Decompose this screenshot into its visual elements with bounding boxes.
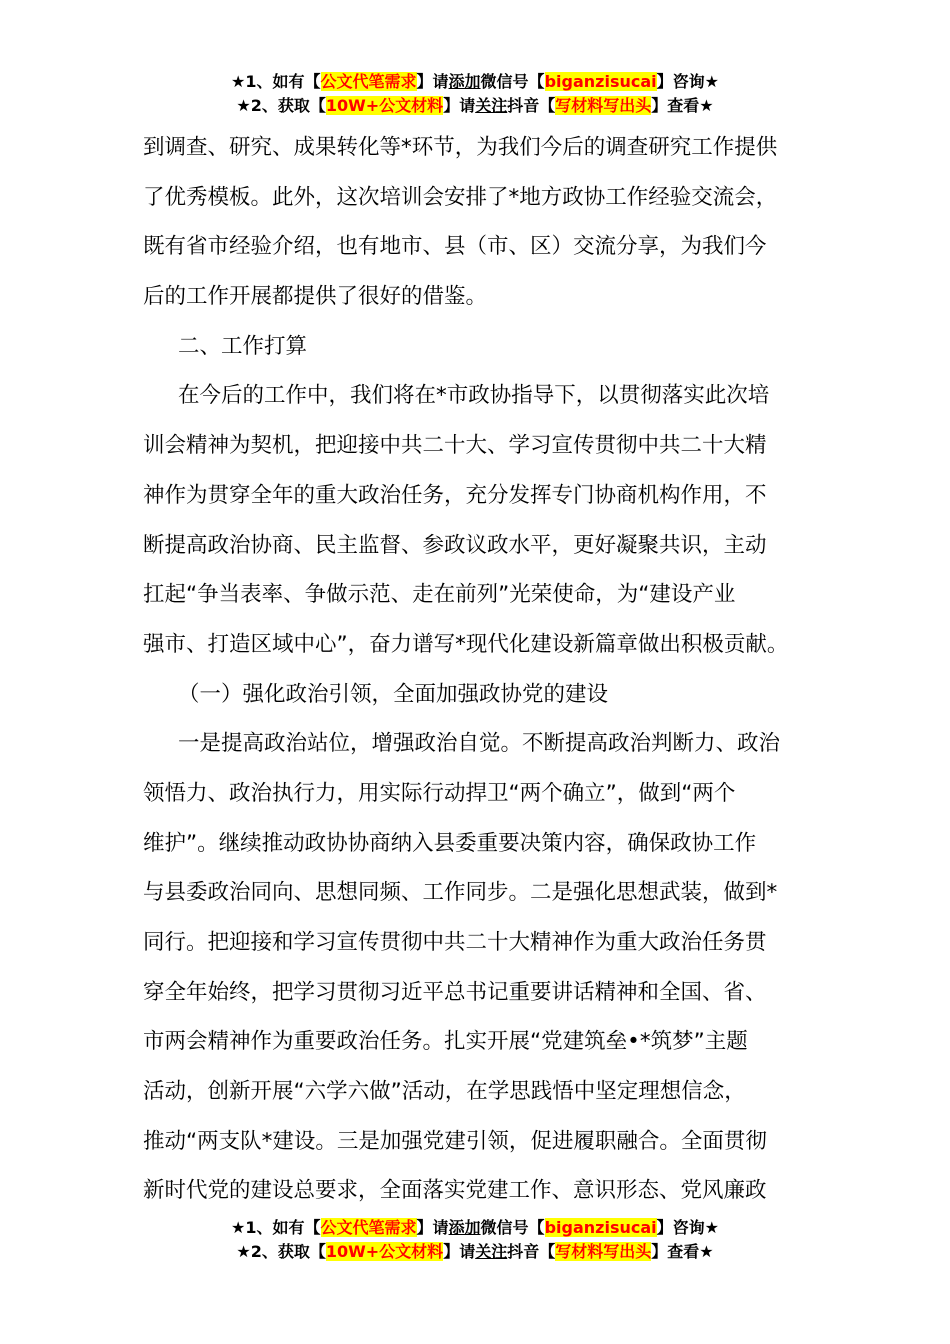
body-line: 穿全年始终，把学习贯彻习近平总书记重要讲话精神和全国、省、	[143, 979, 767, 1005]
body-line: 到调查、研究、成果转化等*环节，为我们今后的调查研究工作提供	[143, 135, 778, 160]
highlight-text: 公文代笔需求	[320, 72, 417, 91]
underlined-text: 关注	[475, 1242, 508, 1261]
body-line: 训会精神为契机，把迎接中共二十大、学习宣传贯彻中共二十大精	[143, 433, 767, 459]
header-banner	[0, 70, 950, 118]
banner-line-2: ★2、获取【10W+公文材料】请关注抖音【写材料写出头】查看★	[236, 1242, 714, 1261]
underlined-text: 添加	[448, 72, 481, 91]
body-line: 维护”。继续推动政协协商纳入县委重要决策内容，确保政协工作	[143, 830, 757, 856]
body-line: 新时代党的建设总要求，全面落实党建工作、意识形态、党风廉政	[143, 1178, 767, 1204]
body-line: 了优秀模板。此外，这次培训会安排了*地方政协工作经验交流会，	[143, 184, 778, 210]
body-line: 活动，创新开展“六学六做”活动，在学思践悟中坚定理想信念，	[143, 1079, 746, 1105]
body-line: 既有省市经验介绍，也有地市、县（市、区）交流分享，为我们今	[143, 234, 767, 260]
body-line: 同行。把迎接和学习宣传贯彻中共二十大精神作为重大政治任务贯	[143, 930, 767, 955]
document-body	[143, 123, 823, 1216]
section-heading: 二、工作打算	[178, 333, 308, 359]
highlight-text: biganzisucai	[544, 72, 657, 91]
banner-line-2: ★2、获取【10W+公文材料】请关注抖音【写材料写出头】查看★	[236, 96, 714, 115]
underlined-text: 关注	[475, 96, 508, 115]
body-line: 断提高政治协商、民主监督、参政议政水平，更好凝聚共识，主动	[143, 532, 767, 558]
highlight-text: 写材料写出头	[555, 96, 652, 115]
body-line: 后的工作开展都提供了很好的借鉴。	[143, 284, 488, 310]
body-line: 领悟力、政治执行力，用实际行动捍卫“两个确立”，做到“两个	[143, 780, 736, 806]
highlight-text: 写材料写出头	[555, 1242, 652, 1261]
banner-line-1: ★1、如有【公文代笔需求】请添加微信号【biganzisucai】咨询★	[231, 1218, 719, 1237]
body-line: 扛起“争当表率、争做示范、走在前列”光荣使命，为“建设产业	[143, 582, 736, 608]
body-line: 市两会精神作为重要政治任务。扎实开展“党建筑垒•*筑梦”主题	[143, 1029, 748, 1055]
banner-line-1: ★1、如有【公文代笔需求】请添加微信号【biganzisucai】咨询★	[231, 72, 719, 91]
body-line: 推动“两支队*建设。三是加强党建引领，促进履职融合。全面贯彻	[143, 1128, 767, 1154]
body-line: 一是提高政治站位，增强政治自觉。不断提高政治判断力、政治	[178, 731, 781, 757]
highlight-text: 10W+公文材料	[325, 96, 444, 115]
footer-banner	[0, 1216, 950, 1264]
body-line: 与县委政治同向、思想同频、工作同步。二是强化思想武装，做到*	[143, 880, 778, 906]
body-line: 强市、打造区域中心”，奋力谱写*现代化建设新篇章做出积极贡献。	[143, 631, 789, 657]
body-line: 神作为贯穿全年的重大政治任务，充分发挥专门协商机构作用，不	[143, 482, 767, 508]
highlight-text: 10W+公文材料	[325, 1242, 444, 1261]
subsection-heading: （一）强化政治引领，全面加强政协党的建设	[178, 681, 609, 707]
highlight-text: 公文代笔需求	[320, 1218, 417, 1237]
body-line: 在今后的工作中，我们将在*市政协指导下，以贯彻落实此次培	[178, 383, 770, 409]
highlight-text: biganzisucai	[544, 1218, 657, 1237]
underlined-text: 添加	[448, 1218, 481, 1237]
